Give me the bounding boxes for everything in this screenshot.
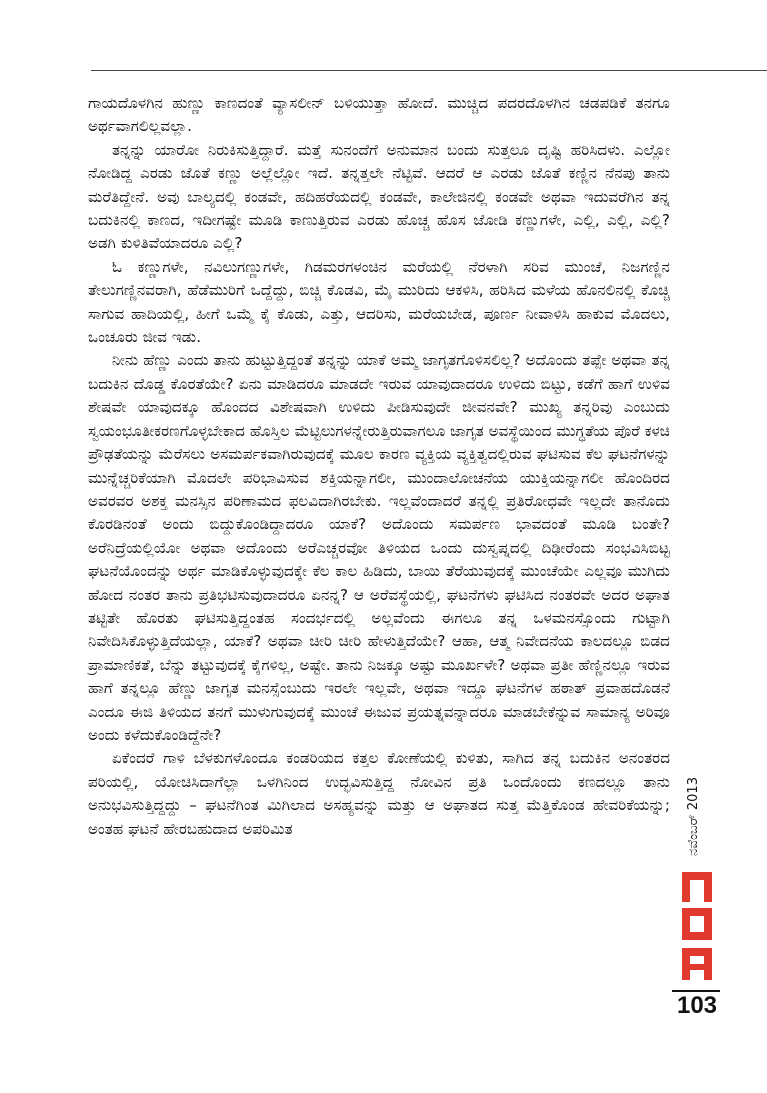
header-rule — [91, 70, 767, 71]
paragraph: ಗಾಯದೊಳಗಿನ ಹುಣ್ಣು ಕಾಣದಂತೆ ವ್ಯಾಸಲೀನ್ ಬಳಿಯುತ್ತಾ ಹೋದೆ. ಮುಚ್ಚಿದ ಪದರದೊಳಗಿನ ಚಡಪಡಿಕೆ ತನಗೂ ಅರ್ಥವಾಗಲಿಲ್ಲವಲ್ಲಾ. — [88, 94, 670, 136]
page-number: 103 — [676, 992, 718, 1019]
magazine-logo — [676, 868, 720, 986]
paragraph: ಓ ಕಣ್ಣುಗಳೇ, ನವಿಲುಗಣ್ಣುಗಳೇ, ಗಿಡಮರಗಳಂಚಿನ ಮರೆಯಲ್ಲಿ ನೆರಳಾಗಿ ಸರಿವ ಮುಂಚೆ, ನಿಜಗಣ್ಣಿನ ತೇಲುಗಣ್ಣಿನವರಾಗಿ, ಹೆಡೆಮುರಿಗೆ ಒದ್ದೆದ್ದು, ಬಿಚ್ಚಿ ಕೊಡವಿ, ಮೈ ಮುರಿದು ಆಕಳಿಸಿ, ಹರಿಸಿದ ಮಳೆಯ ಹೊನಲಿನಲ್ಲಿ ಕೊಚ್ಚಿ ಸಾಗುವ ಹಾದಿಯಲ್ಲಿ, ಹೀಗೆ ಒಮ್ಮೆ ಕೈ ಕೊಡು, ಎತ್ತು, ಆದರಿಸು, ಮರೆಯಬೇಡ, ಪೂರ್ಣ ನೀವಾಳಿಸಿ ಹಾಕುವ ಮೊದಲು, ಒಂಚೂರು ಜೀವ ಇಡು. — [88, 257, 670, 347]
paragraph: ನೀನು ಹೆಣ್ಣು ಎಂದು ತಾನು ಹುಟ್ಟುತ್ತಿದ್ದಂತೆ ತನ್ನನ್ನು ಯಾಕೆ ಅಮ್ಮ ಜಾಗೃತಗೊಳಿಸಲಿಲ್ಲ? ಅದೊಂದು ತಪ್ಪೇ ಅಥವಾ ತನ್ನ ಬದುಕಿನ ದೊಡ್ಡ ಕೊರತೆಯೇ? ಏನು ಮಾಡಿದರೂ ಮಾಡದೇ ಇರುವ ಯಾವುದಾದರೂ ಉಳಿದು ಬಿಟ್ಟು, ಕಡೆಗೆ ಹಾಗೆ ಉಳಿವ ಶೇಷವೇ ಯಾವುದಕ್ಕೂ ಹೊಂದದ ವಿಶೇಷವಾಗಿ ಉಳಿದು ಪೀಡಿಸುವುದೇ ಜೀವನವೇ? ಮುಖ್ಯ ತನ್ನರಿವು ಎಂಬುದು ಸ್ವಯಂಭೂತೀಕರಣಗೊಳ್ಳಬೇಕಾದ ಹೊಸ್ತಿಲ ಮೆಟ್ಟಿಲುಗಳನ್ನೇರುತ್ತಿರುವಾಗಲೂ ಜಾಗೃತ ಅವಸ್ಥೆಯಿಂದ ಮುಗ್ಧತೆಯ ಪೊರೆ ಕಳಚಿ ಪ್ರೌಢತೆಯನ್ನು ಮೆರೆಸಲು ಅಸಮರ್ಪಕವಾಗಿರುವುದಕ್ಕೆ ಮೂಲ ಕಾರಣ ವ್ಯಕ್ತಿಯ ವ್ಯಕ್ತಿತ್ವದಲ್ಲಿರುವ ಘಟಿಸುವ ಕೆಲ ಘಟನೆಗಳನ್ನು ಮುನ್ನೆಚ್ಚರಿಕೆಯಾಗಿ ಮೊದಲೇ ಪರಿಭಾವಿಸುವ ಶಕ್ತಿಯನ್ನಾಗಲೀ, ಮುಂದಾಲೋಚನೆಯ ಯುಕ್ತಿಯನ್ನಾಗಲೀ ಹೊಂದಿರದ ಅವರವರ ಅಶಕ್ತ ಮನಸ್ಸಿನ ಪರಿಣಾಮದ ಫಲವಿದಾಗಿರಬೇಕು. ಇಲ್ಲವೆಂದಾದರೆ ತನ್ನಲ್ಲಿ ಪ್ರತಿರೋಧವೇ ಇಲ್ಲದೇ ತಾನೊದು ಕೊರಡಿನಂತೆ ಅಂದು ಬಿದ್ದುಕೊಂಡಿದ್ದಾದರೂ ಯಾಕೆ? ಅದೊಂದು ಸಮರ್ಪಣ ಭಾವದಂತೆ ಮೂಡಿ ಬಂತೇ? ಅರೆನಿದ್ರೆಯಲ್ಲಿಯೋ ಅಥವಾ ಅದೊಂದು ಅರೆಎಚ್ಚರವೋ ತಿಳಿಯದ ಒಂದು ದುಸ್ವಪ್ನದಲ್ಲಿ ದಿಢೀರೆಂದು ಸಂಭವಿಸಿಬಿಟ್ಟ ಘಟನೆಯೊಂದನ್ನು ಅರ್ಥ ಮಾಡಿಕೊಳ್ಳುವುದಕ್ಕೇ ಕೆಲ ಕಾಲ ಹಿಡಿದು, ಬಾಯಿ ತೆರೆಯುವುದಕ್ಕೆ ಮುಂಚೆಯೇ ಎಲ್ಲವೂ ಮುಗಿದು ಹೋದ ನಂತರ ತಾನು ಪ್ರತಿಭಟಿಸುವುದಾದರೂ ಏನನ್ನ? ಆ ಅರೆವಸ್ಥೆಯಲ್ಲಿ, ಘಟನೆಗಳು ಘಟಿಸಿದ ನಂತರವೇ ಅದರ ಅಘಾತ ತಟ್ಟಿತೇ ಹೊರತು ಘಟಿಸುತ್ತಿದ್ದಂತಹ ಸಂದರ್ಭದಲ್ಲಿ ಅಲ್ಲವೆಂದು ಈಗಲೂ ತನ್ನ ಒಳಮನಸ್ಸೊಂದು ಗುಟ್ಟಾಗಿ ನಿವೇದಿಸಿಕೊಳ್ಳುತ್ತಿದೆಯಲ್ಲಾ, ಯಾಕೆ? ಅಥವಾ ಚೀರಿ ಚೀರಿ ಹೇಳುತ್ತಿದೆಯೇ? ಆಹಾ, ಆತ್ಮ ನಿವೇದನೆಯ ಕಾಲದಲ್ಲೂ ಬಿಡದ ಪ್ರಾಮಾಣಿಕತೆ, ಬೆನ್ನು ತಟ್ಟುವುದಕ್ಕೆ ಕೈಗಳಿಲ್ಲ, ಅಷ್ಟೇ. ತಾನು ನಿಜಕ್ಕೂ ಅಷ್ಟು ಮೂರ್ಖಳೇ? ಅಥವಾ ಪ್ರತೀ ಹೆಣ್ಣಿನಲ್ಲೂ ಇರುವ ಹಾಗೆ ತನ್ನಲ್ಲೂ ಹೆಣ್ಣು ಜಾಗೃತ ಮನಸ್ಸೆಂಬುದು ಇರಲೇ ಇಲ್ಲವೇ, ಅಥವಾ ಇದ್ದೂ ಘಟನೆಗಳ ಹಠಾತ್ ಪ್ರವಾಹದೊಡನೆ ಎಂದೂ ಈಜಿ ತಿಳಿಯದ ತನಗೆ ಮುಳುಗುವುದಕ್ಕೆ ಮುಂಚೆ ಈಜುವ ಪ್ರಯತ್ನವನ್ನಾದರೂ ಮಾಡಬೇಕೆನ್ನುವ ಸಾಮಾನ್ಯ ಅರಿವೂ ಅಂದು ಕಳೆದುಕೊಂಡಿದ್ದೆನೇ? — [88, 351, 670, 744]
article-body — [88, 92, 670, 841]
issue-date: ನವೆಂಬರ್ 2013 — [686, 777, 701, 856]
paragraph: ಏಕೆಂದರೆ ಗಾಳಿ ಬೆಳಕುಗಳೊಂದೂ ಕಂಡರಿಯದ ಕತ್ತಲ ಕೋಣೆಯಲ್ಲಿ ಕುಳಿತು, ಸಾಗಿದ ತನ್ನ ಬದುಕಿನ ಅನಂತರದ ಪರಿಯಲ್ಲಿ, ಯೋಚಿಸಿದಾಗೆಲ್ಲಾ ಒಳಗಿನಿಂದ ಉದ್ಭವಿಸುತ್ತಿದ್ದ ನೋವಿನ ಪ್ರತಿ ಒಂದೊಂದು ಕಣದಲ್ಲೂ ತಾನು ಅನುಭವಿಸುತ್ತಿದ್ದದ್ದು – ಘಟನೆಗಿಂತ ಮಿಗಿಲಾದ ಅಸಹ್ಯವನ್ನು ಮತ್ತು ಆ ಅಘಾತದ ಸುತ್ತ ಮೆತ್ತಿಕೊಂಡ ಹೇವರಿಕೆಯನ್ನು; ಅಂತಹ ಘಟನೆ ಹೇರಬಹುದಾದ ಅಪರಿಮಿತ — [88, 749, 670, 838]
paragraph: ತನ್ನನ್ನು ಯಾರೋ ನಿರುಕಿಸುತ್ತಿದ್ದಾರೆ. ಮತ್ತೆ ಸುನಂದೆಗೆ ಅನುಮಾನ ಬಂದು ಸುತ್ತಲೂ ದೃಷ್ಟಿ ಹರಿಸಿದಳು. ಎಲ್ಲೋ ನೋಡಿದ್ದ ಎರಡು ಜೊತೆ ಕಣ್ಣು ಅಲ್ಲೆಲ್ಲೋ ಇದೆ. ತನ್ನತ್ತಲೇ ನೆಟ್ಟಿವೆ. ಆದರೆ ಆ ಎರಡು ಜೊತೆ ಕಣ್ಣಿನ ನೆನಪು ತಾನು ಮರೆತಿದ್ದೇನೆ. ಅವು ಬಾಲ್ಯದಲ್ಲಿ ಕಂಡವೇ, ಹದಿಹರೆಯದಲ್ಲಿ ಕಂಡವೇ, ಕಾಲೇಜಿನಲ್ಲಿ ಕಂಡವೇ ಅಥವಾ ಇದುವರೆಗಿನ ತನ್ನ ಬದುಕಿನಲ್ಲಿ ಕಾಣದ, ಇದೀಗಷ್ಟೇ ಮೂಡಿ ಕಾಣುತ್ತಿರುವ ಎರಡು ಹೊಚ್ಚ ಹೊಸ ಜೋಡಿ ಕಣ್ಣುಗಳೇ, ಎಲ್ಲಿ, ಎಲ್ಲಿ, ಎಲ್ಲಿ? ಅಡಗಿ ಕುಳಿತಿವೆಯಾದರೂ ಎಲ್ಲಿ? — [88, 140, 670, 253]
